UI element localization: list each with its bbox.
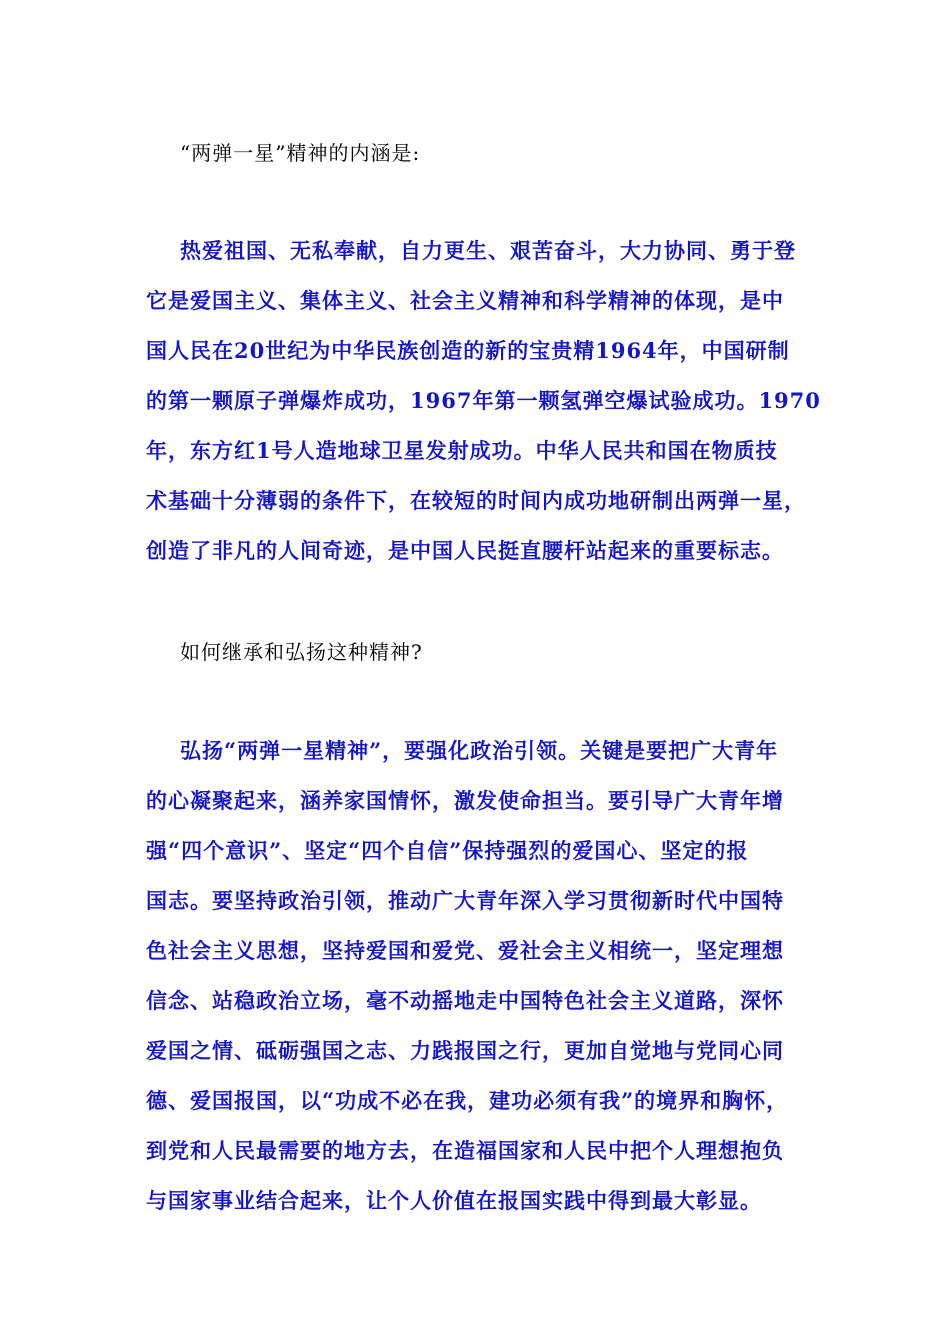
paragraph-line: 国人民在20世纪为中华民族创造的新的宝贵精1964年，中国研制 (146, 338, 790, 363)
paragraph-line: 弘扬“两弹一星精神”，要强化政治引领。关键是要把广大青年 (180, 738, 779, 763)
paragraph-line: 色社会主义思想，坚持爱国和爱党、爱社会主义相统一，坚定理想 (146, 938, 784, 963)
paragraph-line: 德、爱国报国，以“功成不必在我，建功必须有我”的境界和胸怀， (146, 1088, 789, 1113)
paragraph-line: 创造了非凡的人间奇迹，是中国人民挺直腰杆站起来的重要标志。 (146, 538, 784, 563)
paragraph-line: 爱国之情、砥砺强国之志、力践报国之行，更加自觉地与党同心同 (146, 1038, 784, 1063)
paragraph-line: 的第一颗原子弹爆炸成功，1967年第一颗氢弹空爆试验成功。1970 (146, 388, 821, 413)
paragraph-line: 到党和人民最需要的地方去，在造福国家和人民中把个人理想抱负 (146, 1138, 784, 1163)
section-heading-meaning: “两弹一星”精神的内涵是: (180, 141, 421, 165)
paragraph-line: 术基础十分薄弱的条件下，在较短的时间内成功地研制出两弹一星， (146, 488, 806, 513)
section-heading-inherit: 如何继承和弘扬这种精神? (180, 640, 423, 664)
paragraph-line: 强“四个意识”、坚定“四个自信”保持强烈的爱国心、坚定的报 (146, 838, 749, 863)
paragraph-line: 它是爱国主义、集体主义、社会主义精神和科学精神的体现，是中 (146, 288, 784, 313)
paragraph-line: 与国家事业结合起来，让个人价值在报国实践中得到最大彰显。 (146, 1188, 762, 1213)
paragraph-line: 的心凝聚起来，涵养家国情怀，激发使命担当。要引导广大青年增 (146, 788, 784, 813)
paragraph-line: 热爱祖国、无私奉献，自力更生、艰苦奋斗，大力协同、勇于登 (180, 238, 796, 263)
paragraph-line: 国志。要坚持政治引领，推动广大青年深入学习贯彻新时代中国特 (146, 888, 784, 913)
paragraph-inherit (146, 735, 826, 1235)
paragraph-line: 信念、站稳政治立场，毫不动摇地走中国特色社会主义道路，深怀 (146, 988, 784, 1013)
paragraph-line: 年，东方红1号人造地球卫星发射成功。中华人民共和国在物质技 (146, 438, 778, 463)
paragraph-meaning (146, 235, 826, 585)
